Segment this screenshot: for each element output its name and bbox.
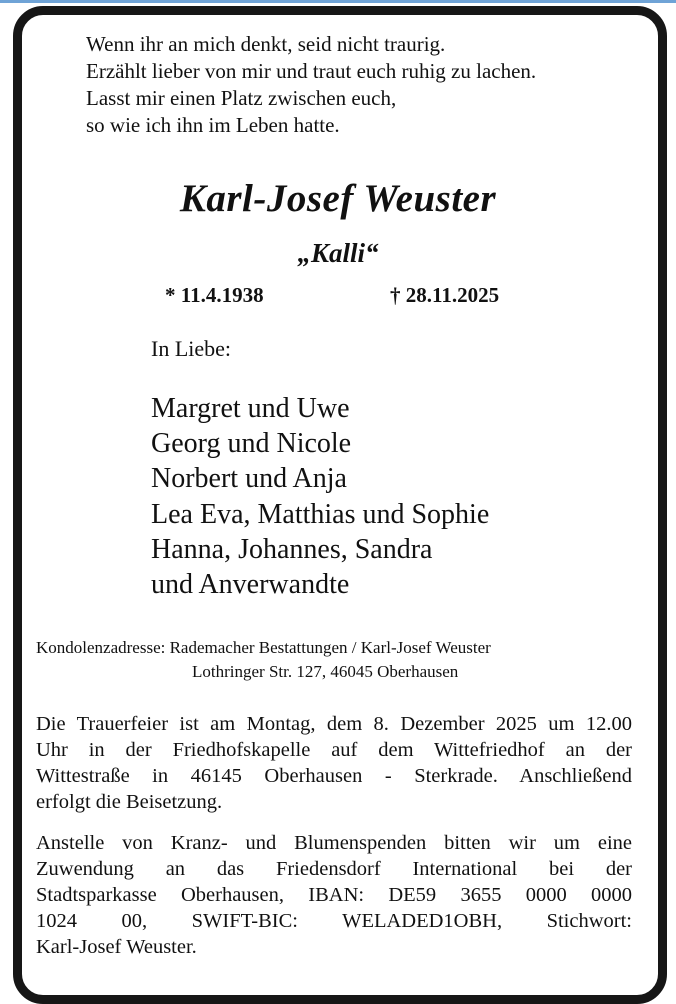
paragraph-line: Karl-Josef Weuster. bbox=[36, 936, 197, 958]
paragraph-line: erfolgt die Beisetzung. bbox=[36, 791, 223, 813]
mourner-entry: Hanna, Johannes, Sandra bbox=[151, 533, 433, 565]
paragraph-line: Anstelle von Kranz- und Blumenspenden bitten wir um eine bbox=[36, 832, 632, 854]
poem-line: Wenn ihr an mich denkt, seid nicht traurig. bbox=[86, 32, 446, 56]
mourner-entry: Georg und Nicole bbox=[151, 428, 352, 460]
mourner-entry: und Anverwandte bbox=[151, 568, 350, 600]
mourner-entry: Lea Eva, Matthias und Sophie bbox=[151, 498, 490, 530]
condolence-street-line: Lothringer Str. 127, 46045 Oberhausen bbox=[192, 662, 459, 681]
paragraph-line: Wittestraße in 46145 Oberhausen - Sterkrade. Anschließend bbox=[36, 765, 632, 787]
mourners-list bbox=[151, 391, 489, 602]
paragraph-line: 1024 00, SWIFT-BIC: WELADED1OBH, Stichwort: bbox=[36, 910, 632, 932]
birth-date: * 11.4.1938 bbox=[165, 283, 264, 307]
funeral-info-paragraph bbox=[36, 711, 632, 815]
paragraph-line: Zuwendung an das Friedensdorf International bei der bbox=[36, 858, 632, 880]
deceased-name: Karl-Josef Weuster bbox=[179, 177, 497, 220]
poem-line: Lasst mir einen Platz zwischen euch, bbox=[86, 86, 397, 110]
death-date: † 28.11.2025 bbox=[390, 283, 500, 307]
paragraph-line: Uhr in der Friedhofskapelle auf dem Wittefriedhof an der bbox=[36, 739, 632, 761]
poem-line: so wie ich ihn im Leben hatte. bbox=[86, 113, 340, 137]
mourner-entry: Margret und Uwe bbox=[151, 393, 350, 424]
paragraph-line: Stadtsparkasse Oberhausen, IBAN: DE59 3655 0000 0000 bbox=[36, 884, 632, 906]
memorial-poem bbox=[86, 31, 536, 139]
paragraph-line: Die Trauerfeier ist am Montag, dem 8. Dezember 2025 um 12.00 bbox=[36, 713, 632, 735]
poem-line: Erzählt lieber von mir und traut euch ruhig zu lachen. bbox=[86, 59, 537, 83]
donation-info-paragraph bbox=[36, 830, 632, 960]
deceased-nickname: „Kalli“ bbox=[297, 238, 379, 268]
top-rule bbox=[0, 0, 676, 3]
mourner-entry: Norbert und Anja bbox=[151, 463, 347, 495]
condolence-address-line: Kondolenzadresse: Rademacher Bestattungen / Karl-Josef Weuster bbox=[36, 638, 491, 657]
in-love-heading: In Liebe: bbox=[151, 336, 232, 361]
